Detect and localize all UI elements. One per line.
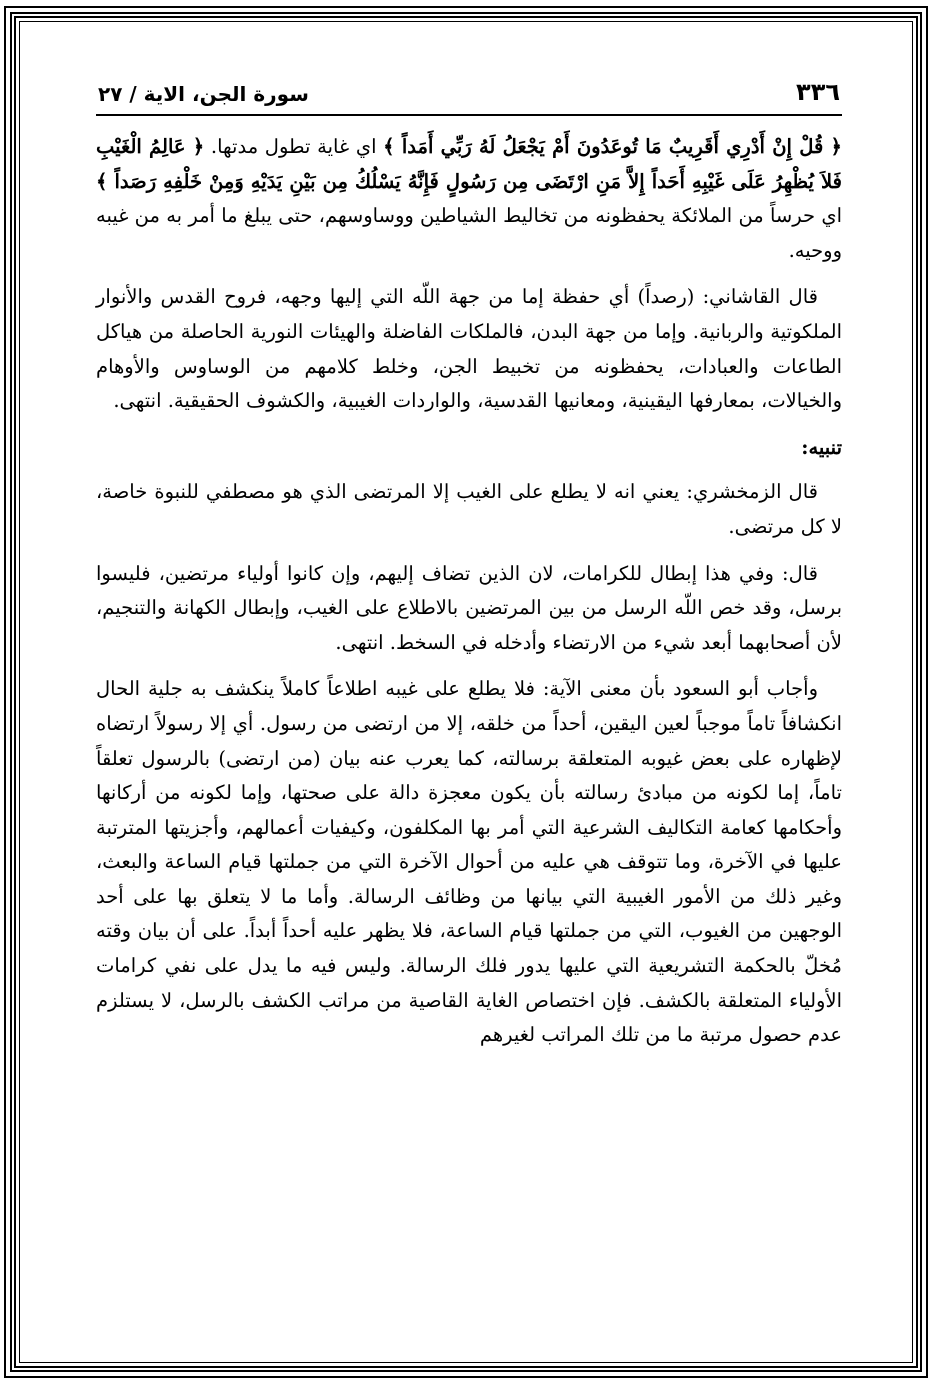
commentary-text: اي حرساً من الملائكة يحفظونه من تخاليط الشياطين ووساوسهم، حتى يبلغ ما أمر به من غيبه ووحيه. (96, 204, 842, 262)
paragraph: وأجاب أبو السعود بأن معنى الآية: فلا يطلع على غيبه اطلاعاً كاملاً ينكشف به جلية الحال انكشافاً تاماً موجباً لعين اليقين، أحداً من خلقه، إلا من ارتضى من رسول. أي إلا رسولاً ارتضاه لإظهاره على بعض غيوبه المتعلقة برسالته، كما يعرب عنه بيان (من ارتضى) بالرسول تعلقاً تاماً، إما لكونه من مبادئ رسالته بأن يكون معجزة دالة على صحتها، وإما لكونه من أركانها وأحكامها كعامة التكاليف الشرعية التي أمر بها المكلفون، وكيفيات أعمالهم، وأجزيتها المترتبة عليها في الآخرة، وما تتوقف هي عليه من أحوال الآخرة التي من جملتها قيام الساعة والبعث، وغير ذلك من الأمور الغيبية التي بيانها من وظائف الرسالة. وأما ما لا يتعلق بها على أحد الوجهين من الغيوب، التي من جملتها قيام الساعة، فلا يظهر عليه أحداً أبداً. على أن بيان وقته مُخلّ بالحكمة التشريعية التي عليها يدور فلك الرسالة. وليس فيه ما يدل على نفي كرامات الأولياء المتعلقة بالكشف. فإن اختصاص الغاية القاصية من مراتب الكشف بالرسل، لا يستلزم عدم حصول مرتبة ما من تلك المراتب لغيرهم (96, 677, 842, 1047)
quran-verse: ﴿ قُلْ إِنْ أَدْرِي أَقَرِيبٌ مَا تُوعَدُونَ أَمْ يَجْعَلُ لَهُ رَبِّي أَمَداً ﴾ (383, 135, 842, 158)
body-text (96, 130, 842, 1053)
section-heading: تنبيه: (801, 435, 842, 459)
page-number: ٣٣٦ (796, 78, 840, 106)
paragraph: قال القاشاني: (رصداً) أي حفظة إما من جهة اللّه التي إليها وجهه، فروح القدس والأنوار الملكوتية والربانية. وإما من جهة البدن، فالملكات الفاضلة والهيئات النورية الحاصلة من هياكل الطاعات والعبادات، يحفظونه من تخبيط الجن، وخلط كلامهم من الوساوس والأوهام والخيالات، بمعارفها اليقينية، ومعانيها القدسية، والواردات الغيبية، والكشوف الحقيقية. انتهى. (96, 285, 842, 413)
paragraph: قال الزمخشري: يعني انه لا يطلع على الغيب إلا المرتضى الذي هو مصطفي للنبوة خاصة، لا كل مرتضى. (96, 480, 842, 538)
paragraph: قال: وفي هذا إبطال للكرامات، لان الذين تضاف إليهم، وإن كانوا أولياء مرتضين، فليسوا برسل، وقد خص اللّه الرسل من بين المرتضين بالاطلاع على الغيب، وإبطال الكهانة والتنجيم، لأن أصحابهما أبعد شيء من الارتضاء وأدخله في السخط. انتهى. (96, 561, 842, 654)
quran-verse: ﴿ عَالِمُ الْغَيْبِ فَلاَ يُظْهِرُ عَلَى غَيْبِهِ أَحَداً إِلاَّ مَنِ ارْتَضَى مِن رَسُولٍ فَإِنَّهُ يَسْلُكُ مِن بَيْنِ يَدَيْهِ وَمِنْ خَلْفِهِ رَصَداً ﴾ (96, 135, 842, 193)
running-header (96, 72, 842, 116)
header-title: سورة الجن، الاية / ٢٧ (98, 82, 309, 106)
commentary-text: اي غاية تطول مدتها. (204, 135, 384, 158)
page-content (96, 72, 842, 1362)
paragraph (96, 130, 842, 268)
